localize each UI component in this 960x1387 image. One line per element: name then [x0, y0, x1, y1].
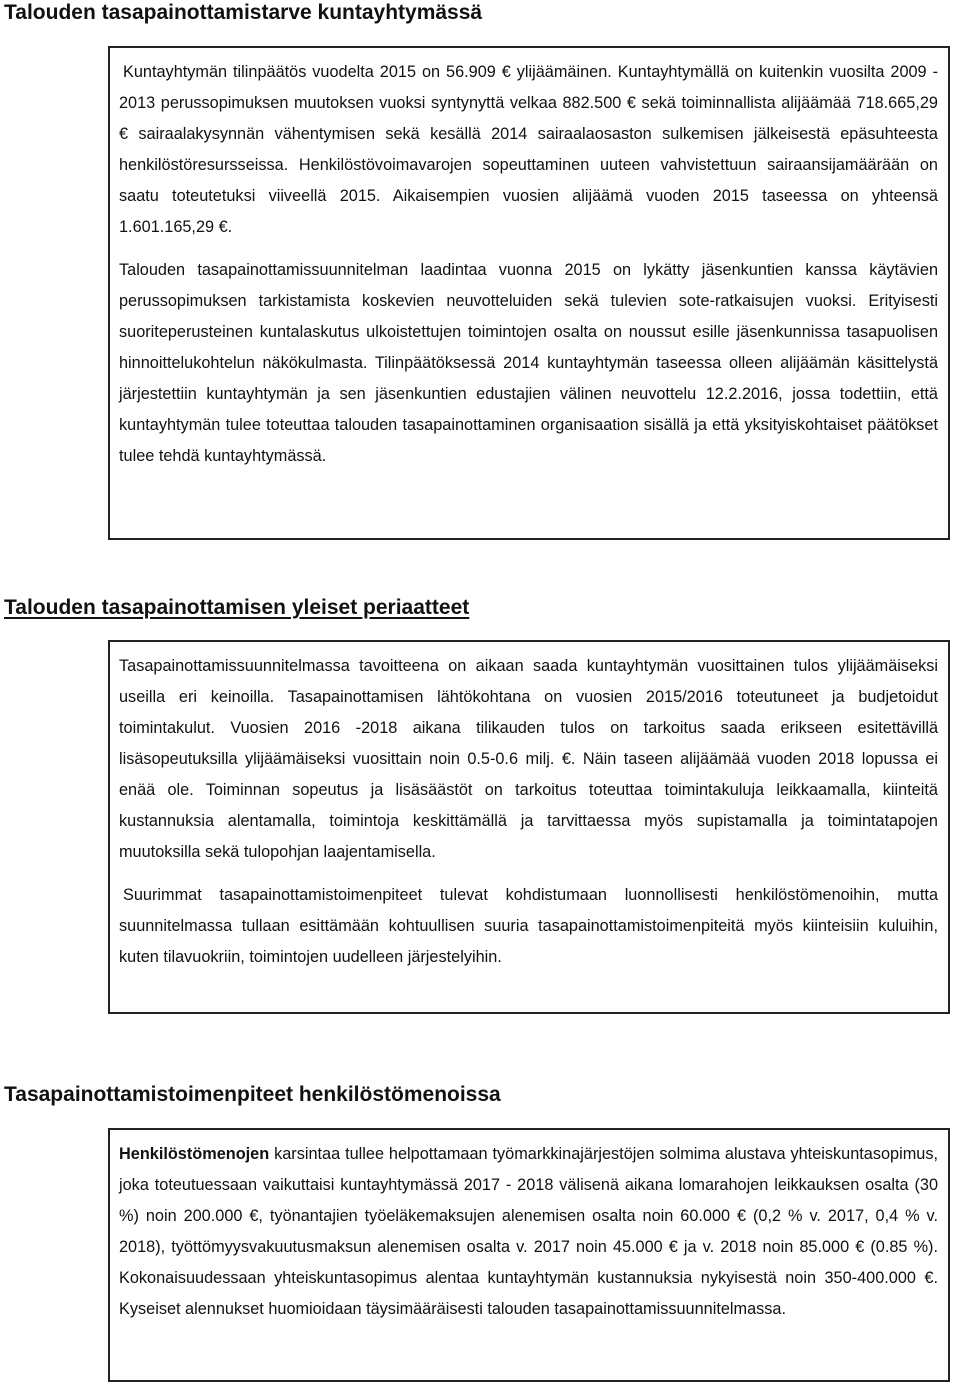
section-1-title: Talouden tasapainottamistarve kuntayhtymässä: [4, 1, 483, 24]
section-3-box: [108, 1128, 950, 1382]
section-2-box: [108, 640, 950, 1014]
section-1-paragraph-2: Talouden tasapainottamissuunnitelman laadintaa vuonna 2015 on lykätty jäsenkuntien kanssa käytävien perussopimuksen tarkistamista koskevien neuvotteluiden sekä tulevien sote-ratkaisujen vuoksi. Erityisesti suoriteperusteinen kuntalaskutus ulkoistettujen toimintojen osalta on noussut esille jäsenkunnissa tasapuolisen hinnoittelukohtelun näkökulmasta. Tilinpäätöksessä 2014 kuntayhtymän taseessa olleen alijäämän käsittelystä järjestettiin kuntayhtymän ja sen jäsenkuntien edustajien välinen neuvottelu 12.2.2016, jossa todettiin, että kuntayhtymän tulee toteuttaa talouden tasapainottaminen organisaation sisällä ja että yksityiskohtaiset päätökset tulee tehdä kuntayhtymässä.: [119, 261, 938, 465]
section-3-lead-bold: Henkilöstömenojen: [119, 1145, 270, 1163]
section-2-title: Talouden tasapainottamisen yleiset periaatteet: [4, 596, 470, 619]
section-3-title: Tasapainottamistoimenpiteet henkilöstömenoissa: [4, 1083, 501, 1106]
section-2-paragraph-2: Suurimmat tasapainottamistoimenpiteet tulevat kohdistumaan luonnollisesti henkilöstömenoihin, mutta suunnitelmassa tullaan esittämään kohtuullisen suuria tasapainottamistoimenpiteitä myös kiinteisiin kuluihin, kuten tilavuokriin, toimintojen uudelleen järjestelyihin.: [119, 886, 938, 966]
section-3-paragraph-text: karsintaa tullee helpottamaan työmarkkinajärjestöjen solmima alustava yhteiskuntasopimus, joka toteutuessaan vaikuttaisi kuntayhtymässä 2017 - 2018 välisenä aikana lomarahojen leikkauksen osalta (30 %) noin 200.000 €, työnantajien työeläkemaksujen alenemisen osalta noin 60.000 € (0,2 % v. 2017, 0,4 % v. 2018), työttömyysvakuutusmaksun alenemisen osalta v. 2017 noin 45.000 € ja v. 2018 noin 85.000 € (0.85 %). Kokonaisuudessaan yhteiskuntasopimus alentaa kuntayhtymän kustannuksia nykyisestä noin 350-400.000 €. Kyseiset alennukset huomioidaan täysimääräisesti talouden tasapainottamissuunnitelmassa.: [119, 1145, 938, 1318]
section-1-box: [108, 46, 950, 540]
section-1-paragraph-1: Kuntayhtymän tilinpäätös vuodelta 2015 on 56.909 € ylijäämäinen. Kuntayhtymällä on kuitenkin vuosilta 2009 - 2013 perussopimuksen muutoksen vuoksi syntynyttä velkaa 882.500 € sekä toiminnallista alijäämää 718.665,29 € sairaalakysynnän vähentymisen sekä kesällä 2014 sairaalaosaston sulkemisen jälkeisestä epäsuhteesta henkilöstöresursseissa. Henkilöstövoimavarojen sopeuttaminen uuteen vahvistettuun sairaansijamäärään on saatu toteutetuksi viiveellä 2015. Aikaisempien vuosien alijäämä vuoden 2015 taseessa on yhteensä 1.601.165,29 €.: [119, 63, 938, 236]
section-2-paragraph-1: Tasapainottamissuunnitelmassa tavoitteena on aikaan saada kuntayhtymän vuosittainen tulos ylijäämäiseksi useilla eri keinoilla. Tasapainottamisen lähtökohtana on vuosien 2015/2016 toteutuneet ja budjetoidut toimintakulut. Vuosien 2016 -2018 aikana tilikauden tulos on tarkoitus saada erikseen esitettävillä lisäsopeutuksilla ylijäämäiseksi vuosittain noin 0.5-0.6 milj. €. Näin taseen alijäämää vuoden 2018 lopussa ei enää ole. Toiminnan sopeutus ja lisäsäästöt on tarkoitus toteuttaa toimintakuluja leikkaamalla, kiinteitä kustannuksia alentamalla, toimintoja keskittämällä ja tarvittaessa myös supistamalla ja toimintatapojen muutoksilla sekä tulopohjan laajentamisella.: [119, 657, 938, 861]
section-3-paragraph-1: [119, 1139, 938, 1325]
